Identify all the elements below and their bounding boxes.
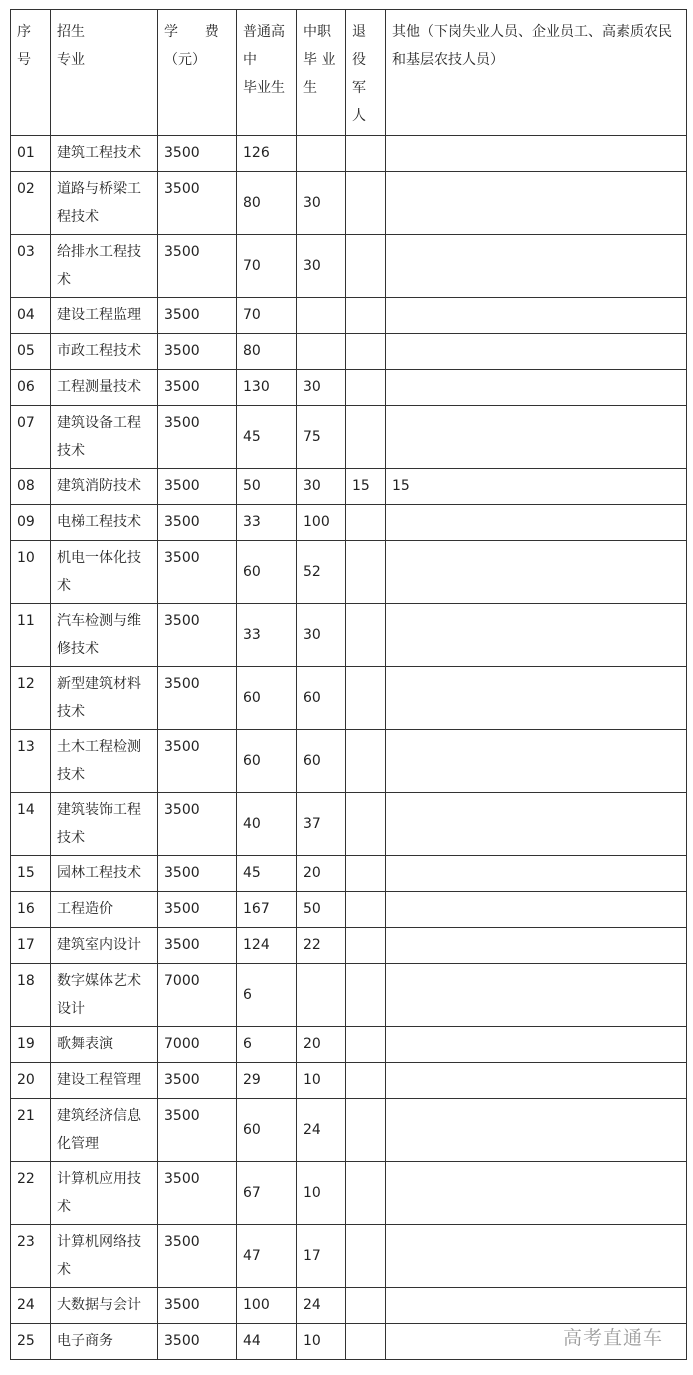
cell-major: 建筑室内设计 [51,928,158,964]
table-row [11,235,687,298]
cell-fee: 3500 [158,370,237,406]
cell-veterans [346,928,386,964]
cell-other [386,667,687,730]
cell-veterans [346,406,386,469]
cell-veterans [346,505,386,541]
cell-vocational: 37 [297,793,346,856]
cell-seq: 05 [11,334,51,370]
cell-veterans [346,1162,386,1225]
cell-other [386,406,687,469]
cell-other [386,505,687,541]
header-row [11,10,687,136]
cell-other [386,1225,687,1288]
cell-seq: 13 [11,730,51,793]
header-major [51,10,158,136]
cell-high-school: 33 [237,505,297,541]
cell-other: 15 [386,469,687,505]
cell-vocational: 30 [297,604,346,667]
header-fee-text: 学 费 （元） [164,24,219,68]
table-row [11,334,687,370]
cell-high-school: 60 [237,541,297,604]
cell-seq: 04 [11,298,51,334]
cell-veterans [346,1099,386,1162]
cell-major: 计算机网络技术 [51,1225,158,1288]
cell-fee: 3500 [158,334,237,370]
cell-high-school: 44 [237,1324,297,1360]
cell-veterans [346,1288,386,1324]
cell-veterans [346,298,386,334]
cell-vocational: 20 [297,856,346,892]
cell-veterans [346,334,386,370]
cell-seq: 02 [11,172,51,235]
table-row [11,1162,687,1225]
cell-high-school: 130 [237,370,297,406]
cell-other [386,1063,687,1099]
cell-vocational: 52 [297,541,346,604]
cell-veterans [346,604,386,667]
cell-seq: 10 [11,541,51,604]
cell-other [386,856,687,892]
cell-fee: 3500 [158,1063,237,1099]
table-row [11,1099,687,1162]
cell-seq: 25 [11,1324,51,1360]
cell-seq: 16 [11,892,51,928]
cell-other [386,730,687,793]
cell-veterans [346,370,386,406]
cell-high-school: 45 [237,406,297,469]
cell-major: 机电一体化技术 [51,541,158,604]
header-vocational-text: 中职 毕 业 生 [303,24,336,96]
cell-seq: 07 [11,406,51,469]
cell-high-school: 67 [237,1162,297,1225]
cell-vocational: 30 [297,172,346,235]
enrollment-table-body [11,10,687,1360]
cell-vocational: 10 [297,1324,346,1360]
cell-vocational: 30 [297,235,346,298]
cell-fee: 3500 [158,667,237,730]
cell-seq: 21 [11,1099,51,1162]
cell-seq: 09 [11,505,51,541]
table-row [11,1288,687,1324]
cell-fee: 3500 [158,469,237,505]
table-row [11,964,687,1027]
cell-vocational: 100 [297,505,346,541]
cell-vocational [297,964,346,1027]
cell-other [386,964,687,1027]
cell-other [386,1288,687,1324]
cell-veterans [346,1027,386,1063]
header-high-school-text: 普通高 中 毕业生 [243,24,285,96]
cell-high-school: 124 [237,928,297,964]
cell-fee: 3500 [158,406,237,469]
table-row [11,1027,687,1063]
cell-high-school: 29 [237,1063,297,1099]
cell-seq: 22 [11,1162,51,1225]
cell-fee: 3500 [158,505,237,541]
table-row [11,1225,687,1288]
cell-veterans [346,541,386,604]
cell-high-school: 60 [237,667,297,730]
cell-other [386,928,687,964]
table-row [11,370,687,406]
table-row [11,541,687,604]
header-veterans [346,10,386,136]
table-row [11,505,687,541]
cell-major: 建设工程管理 [51,1063,158,1099]
cell-high-school: 40 [237,793,297,856]
cell-veterans: 15 [346,469,386,505]
table-row [11,892,687,928]
cell-seq: 24 [11,1288,51,1324]
cell-fee: 3500 [158,1225,237,1288]
cell-seq: 11 [11,604,51,667]
cell-other [386,370,687,406]
cell-seq: 17 [11,928,51,964]
cell-high-school: 47 [237,1225,297,1288]
cell-other [386,334,687,370]
table-row [11,406,687,469]
cell-high-school: 100 [237,1288,297,1324]
cell-major: 歌舞表演 [51,1027,158,1063]
watermark-text: 高考直通车 [562,1327,663,1349]
cell-fee: 3500 [158,298,237,334]
cell-veterans [346,793,386,856]
cell-major: 汽车检测与维修技术 [51,604,158,667]
table-row [11,856,687,892]
cell-vocational: 50 [297,892,346,928]
cell-fee: 3500 [158,928,237,964]
header-fee [158,10,237,136]
cell-other [386,235,687,298]
table-row [11,469,687,505]
cell-fee: 3500 [158,793,237,856]
cell-vocational: 30 [297,469,346,505]
cell-veterans [346,856,386,892]
table-row [11,1063,687,1099]
cell-major: 土木工程检测技术 [51,730,158,793]
enrollment-table [10,9,687,1360]
table-row [11,298,687,334]
cell-veterans [346,235,386,298]
cell-vocational: 75 [297,406,346,469]
cell-high-school: 60 [237,1099,297,1162]
cell-major: 市政工程技术 [51,334,158,370]
cell-fee: 3500 [158,172,237,235]
cell-vocational: 60 [297,730,346,793]
cell-major: 建筑装饰工程技术 [51,793,158,856]
cell-seq: 20 [11,1063,51,1099]
cell-vocational: 10 [297,1063,346,1099]
cell-seq: 06 [11,370,51,406]
cell-high-school: 70 [237,235,297,298]
cell-vocational: 24 [297,1288,346,1324]
cell-fee: 7000 [158,964,237,1027]
header-major-text: 招生 专业 [57,24,85,68]
cell-veterans [346,172,386,235]
cell-major: 给排水工程技术 [51,235,158,298]
cell-high-school: 126 [237,136,297,172]
cell-major: 数字媒体艺术设计 [51,964,158,1027]
cell-vocational: 10 [297,1162,346,1225]
cell-major: 建筑经济信息化管理 [51,1099,158,1162]
cell-other [386,1099,687,1162]
cell-major: 电子商务 [51,1324,158,1360]
cell-fee: 3500 [158,604,237,667]
cell-other [386,1027,687,1063]
table-row [11,928,687,964]
table-row [11,604,687,667]
cell-other [386,1162,687,1225]
cell-other [386,136,687,172]
cell-vocational: 24 [297,1099,346,1162]
cell-vocational [297,334,346,370]
cell-major: 建筑工程技术 [51,136,158,172]
cell-veterans [346,730,386,793]
cell-high-school: 167 [237,892,297,928]
cell-seq: 08 [11,469,51,505]
cell-major: 电梯工程技术 [51,505,158,541]
cell-other [386,793,687,856]
cell-high-school: 45 [237,856,297,892]
cell-high-school: 33 [237,604,297,667]
cell-high-school: 6 [237,964,297,1027]
cell-veterans [346,667,386,730]
cell-vocational: 17 [297,1225,346,1288]
cell-fee: 3500 [158,541,237,604]
cell-fee: 3500 [158,1288,237,1324]
cell-other [386,298,687,334]
cell-vocational: 20 [297,1027,346,1063]
cell-major: 新型建筑材料技术 [51,667,158,730]
cell-other [386,892,687,928]
cell-fee: 3500 [158,1099,237,1162]
cell-major: 工程造价 [51,892,158,928]
cell-other [386,541,687,604]
cell-fee: 3500 [158,1324,237,1360]
header-seq-text: 序 号 [17,24,31,68]
cell-vocational: 22 [297,928,346,964]
cell-vocational [297,136,346,172]
cell-fee: 3500 [158,856,237,892]
cell-fee: 3500 [158,235,237,298]
cell-vocational: 60 [297,667,346,730]
cell-seq: 03 [11,235,51,298]
table-row [11,136,687,172]
header-other [386,10,687,136]
header-veterans-text: 退 役 军 人 [352,24,366,124]
header-other-text: 其他（下岗失业人员、企业员工、高素质农民和基层农技人员） [392,24,672,68]
cell-fee: 3500 [158,730,237,793]
cell-veterans [346,1225,386,1288]
cell-high-school: 50 [237,469,297,505]
cell-veterans [346,964,386,1027]
cell-other [386,604,687,667]
table-row [11,793,687,856]
header-high-school [237,10,297,136]
cell-seq: 14 [11,793,51,856]
cell-seq: 18 [11,964,51,1027]
cell-major: 园林工程技术 [51,856,158,892]
cell-fee: 3500 [158,892,237,928]
cell-other [386,172,687,235]
cell-vocational: 30 [297,370,346,406]
cell-seq: 01 [11,136,51,172]
cell-fee: 3500 [158,1162,237,1225]
cell-high-school: 80 [237,334,297,370]
cell-major: 计算机应用技术 [51,1162,158,1225]
table-row [11,667,687,730]
cell-major: 建筑消防技术 [51,469,158,505]
cell-high-school: 80 [237,172,297,235]
cell-fee: 7000 [158,1027,237,1063]
cell-fee: 3500 [158,136,237,172]
cell-veterans [346,1063,386,1099]
header-vocational [297,10,346,136]
cell-high-school: 70 [237,298,297,334]
table-row [11,172,687,235]
cell-vocational [297,298,346,334]
table-row [11,730,687,793]
cell-high-school: 6 [237,1027,297,1063]
cell-veterans [346,1324,386,1360]
cell-seq: 19 [11,1027,51,1063]
cell-seq: 12 [11,667,51,730]
cell-veterans [346,136,386,172]
cell-high-school: 60 [237,730,297,793]
cell-major: 建设工程监理 [51,298,158,334]
cell-major: 道路与桥梁工程技术 [51,172,158,235]
header-seq [11,10,51,136]
cell-seq: 23 [11,1225,51,1288]
cell-major: 建筑设备工程技术 [51,406,158,469]
cell-veterans [346,892,386,928]
cell-major: 工程测量技术 [51,370,158,406]
cell-seq: 15 [11,856,51,892]
cell-major: 大数据与会计 [51,1288,158,1324]
